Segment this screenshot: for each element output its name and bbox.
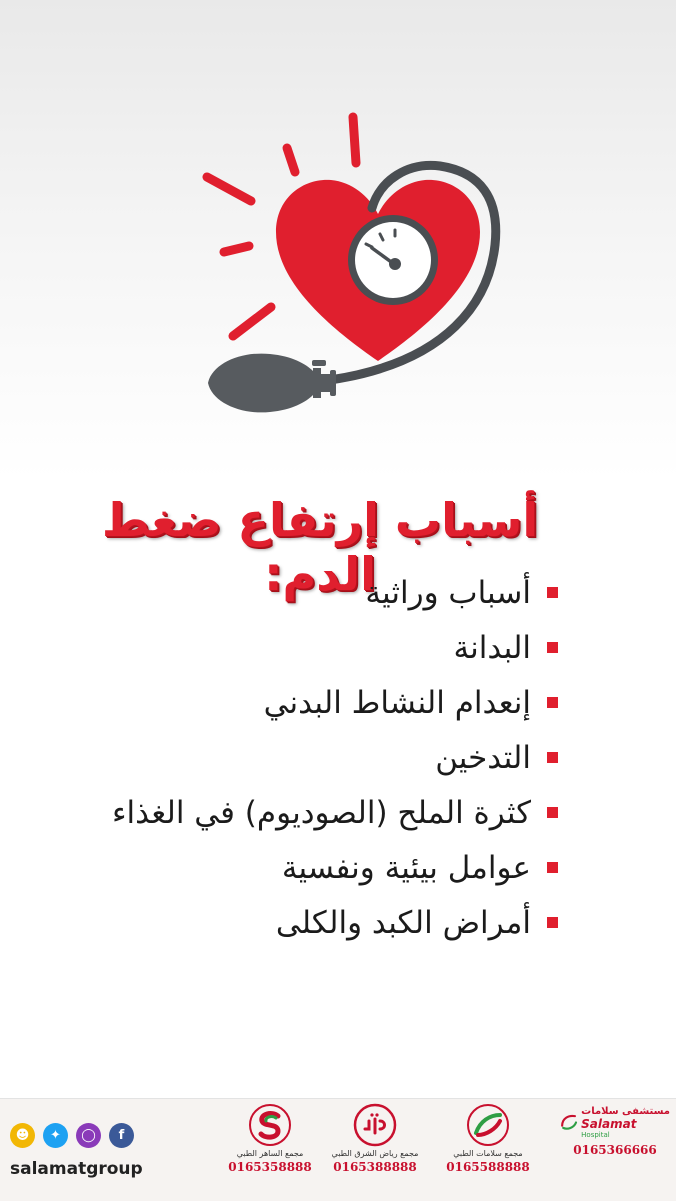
list-item xyxy=(38,785,558,840)
bullet-icon xyxy=(547,642,558,653)
brand-salamat-hospital xyxy=(560,1103,670,1157)
facebook-icon[interactable]: f xyxy=(109,1123,134,1148)
brand-phone[interactable]: 0165366666 xyxy=(573,1143,657,1157)
cause-text: أسباب وراثية xyxy=(365,574,531,611)
list-item xyxy=(38,840,558,895)
list-item xyxy=(38,565,558,620)
cause-text: كثرة الملح (الصوديوم) في الغذاء xyxy=(111,794,531,831)
list-item xyxy=(38,620,558,675)
instagram-icon[interactable]: ◯ xyxy=(76,1123,101,1148)
alsaher-logo-icon xyxy=(248,1103,292,1147)
bullet-icon xyxy=(547,917,558,928)
twitter-icon[interactable]: ✦ xyxy=(43,1123,68,1148)
page-title: أسباب إرتفاع ضغط الدم: xyxy=(101,492,539,601)
brand-name: مجمع سلامات الطبي xyxy=(453,1149,523,1158)
social-links xyxy=(10,1123,134,1148)
cause-text: أمراض الكبد والكلى xyxy=(275,904,531,941)
cause-text: عوامل بيئية ونفسية xyxy=(281,849,531,886)
bullet-icon xyxy=(547,862,558,873)
bullet-icon xyxy=(547,697,558,708)
brand-phone[interactable]: 0165588888 xyxy=(446,1160,530,1174)
salamat-complex-logo-icon xyxy=(466,1103,510,1147)
footer xyxy=(0,1098,676,1201)
brand-name-en: Salamat xyxy=(581,1116,637,1131)
list-item xyxy=(38,675,558,730)
salamat-hospital-logo-icon xyxy=(560,1103,578,1141)
blood-pressure-heart-illustration xyxy=(0,0,676,440)
causes-list xyxy=(38,565,558,950)
gauge-icon xyxy=(348,215,438,305)
social-handle[interactable]: salamatgroup xyxy=(10,1159,143,1179)
snapchat-icon[interactable]: ☻ xyxy=(10,1123,35,1148)
brand-name-en-sub: Hospital xyxy=(581,1130,610,1139)
cause-text: البدانة xyxy=(453,629,531,666)
brand-alsaher xyxy=(220,1103,320,1174)
brand-name: مستشفى سلامات xyxy=(581,1105,670,1117)
brand-name: مجمع رياض الشرق الطبي xyxy=(331,1149,419,1158)
brand-phone[interactable]: 0165388888 xyxy=(333,1160,417,1174)
bullet-icon xyxy=(547,587,558,598)
pump-bulb-icon xyxy=(208,354,336,413)
brand-name: مجمع الساهر الطبي xyxy=(236,1149,304,1158)
brand-phone[interactable]: 0165358888 xyxy=(228,1160,312,1174)
riyadh-alsharq-logo-icon xyxy=(353,1103,397,1147)
cause-text: إنعدام النشاط البدني xyxy=(263,684,531,721)
brand-riyadh-alsharq xyxy=(325,1103,425,1174)
brand-salamat-complex xyxy=(438,1103,538,1174)
bullet-icon xyxy=(547,807,558,818)
cause-text: التدخين xyxy=(435,739,531,776)
list-item xyxy=(38,895,558,950)
bullet-icon xyxy=(547,752,558,763)
list-item xyxy=(38,730,558,785)
